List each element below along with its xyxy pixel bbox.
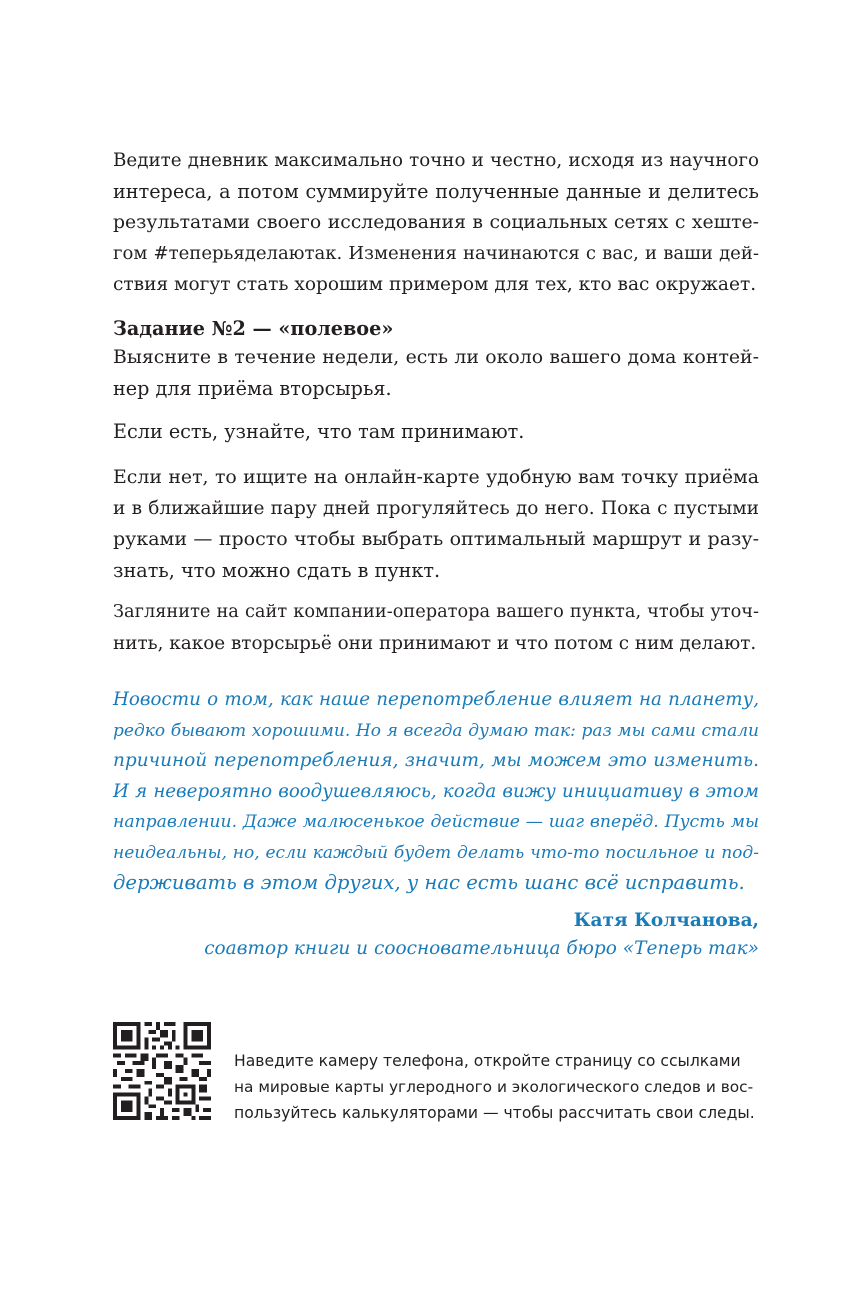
task2-line: нер для приёма вторсырья.: [113, 377, 392, 400]
quote-line: держивать в этом других, у нас есть шанс всё исправить.: [113, 871, 745, 894]
quote-line: И я невероятно воодушевляюсь, когда вижу инициативу в этом: [113, 780, 759, 802]
qr-caption-line: на мировые карты углеродного и экологического следов и вос-: [234, 1078, 754, 1096]
if-no-line: руками — просто чтобы выбрать оптимальный маршрут и разу-: [113, 528, 759, 550]
intro-line: интереса, а потом суммируйте полученные данные и делитесь: [113, 180, 759, 203]
if-yes-paragraph: [113, 416, 759, 447]
intro-line: результатами своего исследования в социальных сетях с хеште-: [113, 212, 759, 233]
if-no-line: Если нет, то ищите на онлайн-карте удобную вам точку приёма: [113, 466, 759, 488]
if-no-line: знать, что можно сдать в пункт.: [113, 559, 441, 582]
quote-line: неидеальны, но, если каждый будет делать что-то посильное и под-: [113, 842, 759, 863]
quote-author-role: соавтор книги и соосновательница бюро «Теперь так»: [204, 938, 759, 959]
quote-line: направлении. Даже малюсенькое действие — шаг вперёд. Пусть мы: [113, 812, 759, 832]
qr-code-icon: [113, 1022, 211, 1120]
quote-line: причиной перепотребления, значит, мы можем это изменить.: [113, 750, 759, 771]
qr-caption: [234, 1048, 756, 1126]
if-no-line: и в ближайшие пару дней прогуляйтесь до него. Пока с пустыми: [113, 498, 759, 519]
quote-block: [113, 685, 759, 899]
qr-caption-line: Наведите камеру телефона, откройте страницу со ссылками: [234, 1052, 741, 1070]
site-line: нить, какое вторсырьё они принимают и что потом с ним делают.: [113, 633, 757, 654]
intro-line: гом #теперьяделаютак. Изменения начинаются с вас, и ваши дей-: [113, 243, 759, 264]
intro-line: ствия могут стать хорошим примером для тех, кто вас окружает.: [113, 274, 757, 295]
quote-line: редко бывают хорошими. Но я всегда думаю так: раз мы сами стали: [113, 720, 759, 741]
task2-paragraph: [113, 342, 759, 404]
intro-paragraph: [113, 145, 759, 300]
task2-line: Выясните в течение недели, есть ли около вашего дома контей-: [113, 346, 759, 368]
if-yes-line: Если есть, узнайте, что там принимают.: [113, 420, 525, 443]
intro-line: Ведите дневник максимально точно и честно, исходя из научного: [113, 150, 759, 171]
qr-caption-line: пользуйтесь калькуляторами — чтобы рассчитать свои следы.: [234, 1104, 755, 1122]
if-no-paragraph: [113, 462, 759, 586]
quote-author: Катя Колчанова,: [573, 910, 759, 931]
quote-line: Новости о том, как наше перепотребление влияет на планету,: [113, 689, 759, 710]
task2-heading: Задание №2 — «полевое»: [113, 317, 394, 340]
site-line: Загляните на сайт компании-оператора вашего пункта, чтобы уточ-: [113, 602, 759, 622]
site-paragraph: [113, 597, 759, 659]
